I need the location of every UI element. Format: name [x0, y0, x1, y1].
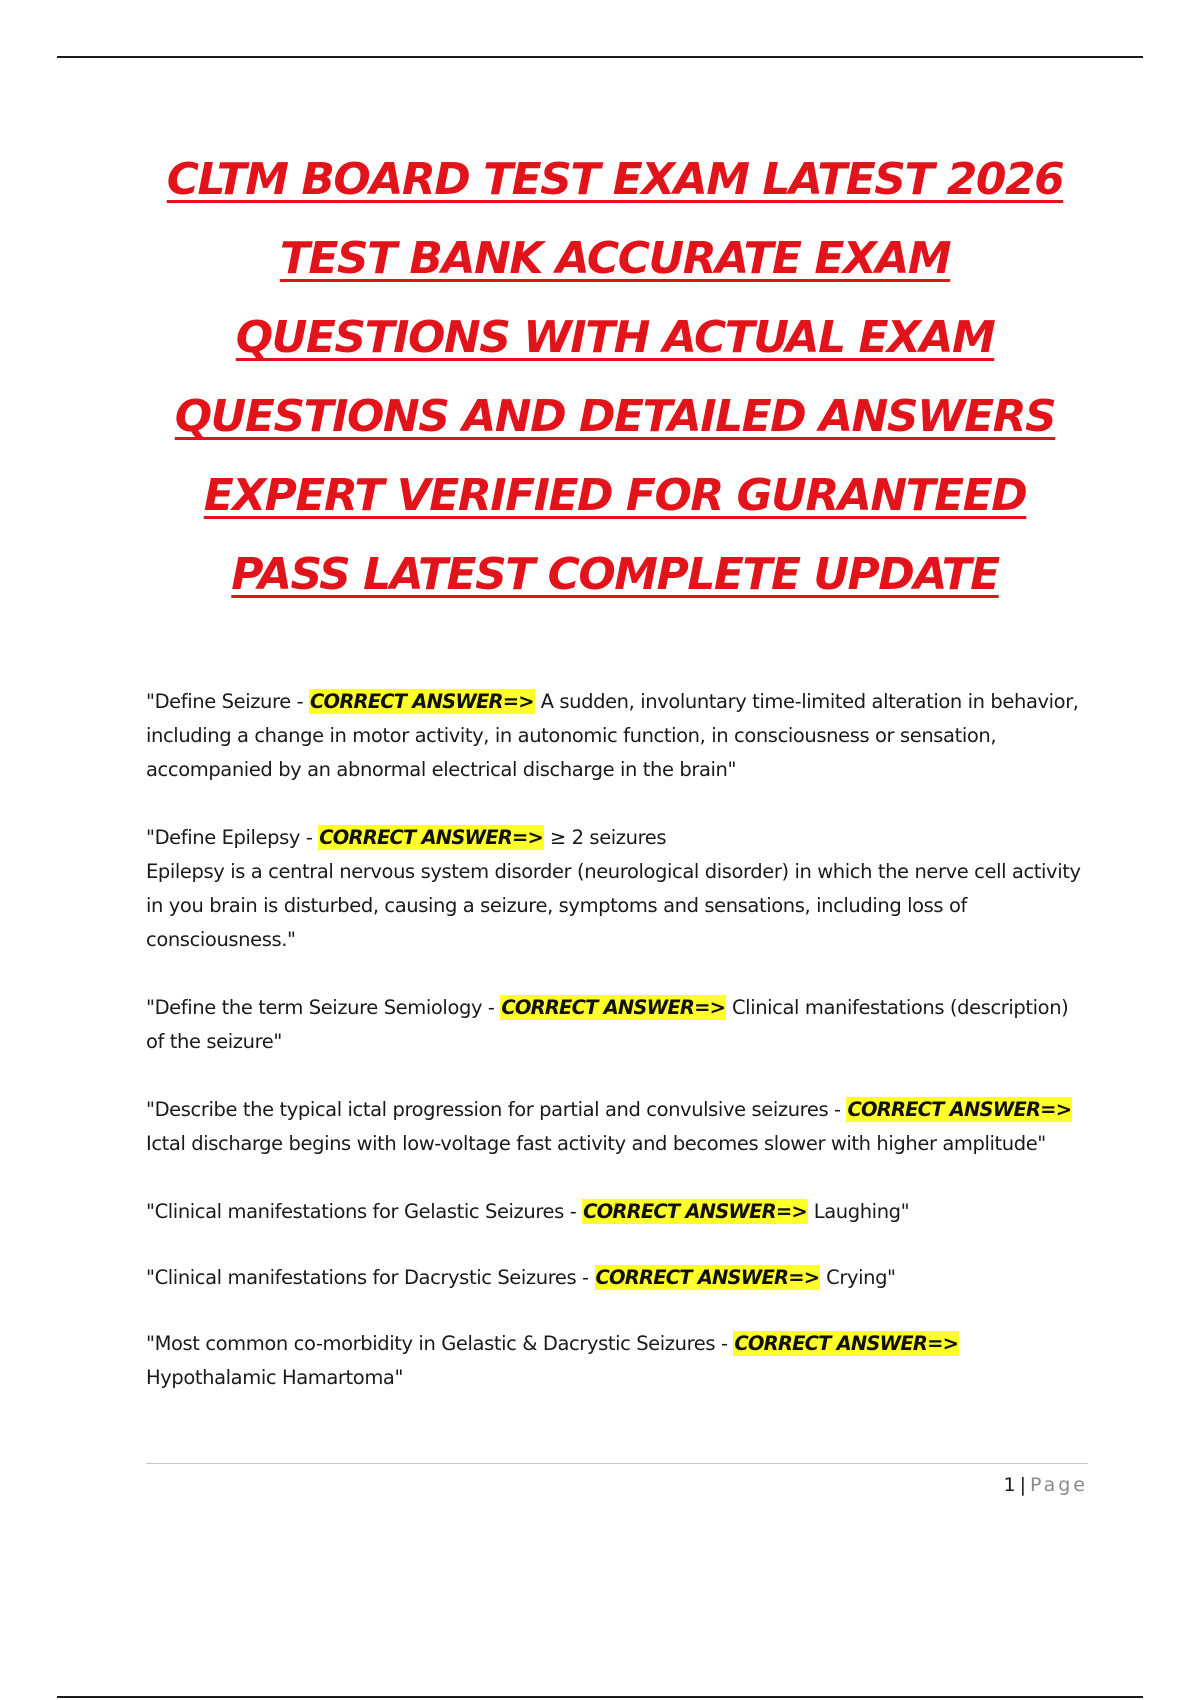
question-text: "Define Epilepsy - [146, 826, 319, 849]
answer-text: A sudden, involuntary time-limited alteration in behavior, including a change in motor activity, in autonomic function, in consciousness or sensation, accompanied by an abnormal electrical discharge in the brain" [146, 690, 1079, 781]
question-text: "Clinical manifestations for Gelastic Seizures - [146, 1200, 583, 1223]
correct-answer-marker: CORRECT ANSWER=> [734, 1332, 959, 1355]
answer-text-continued: Epilepsy is a central nervous system disorder (neurological disorder) in which the nerve cell activity in you brain is disturbed, causing a seizure, symptoms and sensations, including loss of consciousness." [146, 860, 1081, 951]
answer-text: Clinical manifestations (description) of the seizure" [146, 996, 1069, 1053]
question-text: "Define Seizure - [146, 690, 310, 713]
document-title [120, 140, 1110, 614]
page-label: Page [1030, 1474, 1088, 1496]
answer-text: Laughing" [807, 1200, 910, 1223]
qa-item [146, 991, 1086, 1059]
correct-answer-marker: CORRECT ANSWER=> [319, 826, 544, 849]
title-line: TEST BANK ACCURATE EXAM [279, 233, 951, 284]
page-footer [146, 1470, 1088, 1500]
footer-separator: | [1019, 1474, 1026, 1496]
page-number: 1 [1003, 1474, 1016, 1496]
qa-item [146, 1327, 1086, 1395]
question-text: "Describe the typical ictal progression for partial and convulsive seizures - [146, 1098, 847, 1121]
correct-answer-marker: CORRECT ANSWER=> [310, 690, 534, 713]
title-line: PASS LATEST COMPLETE UPDATE [231, 549, 999, 600]
title-line: CLTM BOARD TEST EXAM LATEST 2026 [166, 154, 1064, 205]
answer-text: Ictal discharge begins with low-voltage fast activity and becomes slower with higher amplitude" [146, 1132, 1046, 1155]
correct-answer-marker: CORRECT ANSWER=> [847, 1098, 1072, 1121]
qa-item [146, 685, 1086, 787]
correct-answer-marker: CORRECT ANSWER=> [501, 996, 726, 1019]
bottom-rule [57, 1696, 1143, 1698]
qa-item [146, 1093, 1086, 1161]
question-text: "Define the term Seizure Semiology - [146, 996, 501, 1019]
answer-text: ≥ 2 seizures [544, 826, 667, 849]
qa-item [146, 821, 1086, 957]
qa-item [146, 1195, 1086, 1229]
question-answer-list [146, 685, 1086, 1429]
top-rule [57, 56, 1143, 58]
correct-answer-marker: CORRECT ANSWER=> [583, 1200, 807, 1223]
title-line: QUESTIONS AND DETAILED ANSWERS [174, 391, 1056, 442]
question-text: "Most common co-morbidity in Gelastic & Dacrystic Seizures - [146, 1332, 734, 1355]
question-text: "Clinical manifestations for Dacrystic Seizures - [146, 1266, 595, 1289]
qa-item [146, 1261, 1086, 1295]
answer-text: Hypothalamic Hamartoma" [146, 1366, 404, 1389]
title-line: QUESTIONS WITH ACTUAL EXAM [235, 312, 995, 363]
title-line: EXPERT VERIFIED FOR GURANTEED [203, 470, 1027, 521]
answer-text: Crying" [820, 1266, 896, 1289]
correct-answer-marker: CORRECT ANSWER=> [595, 1266, 820, 1289]
footer-rule [146, 1463, 1088, 1464]
